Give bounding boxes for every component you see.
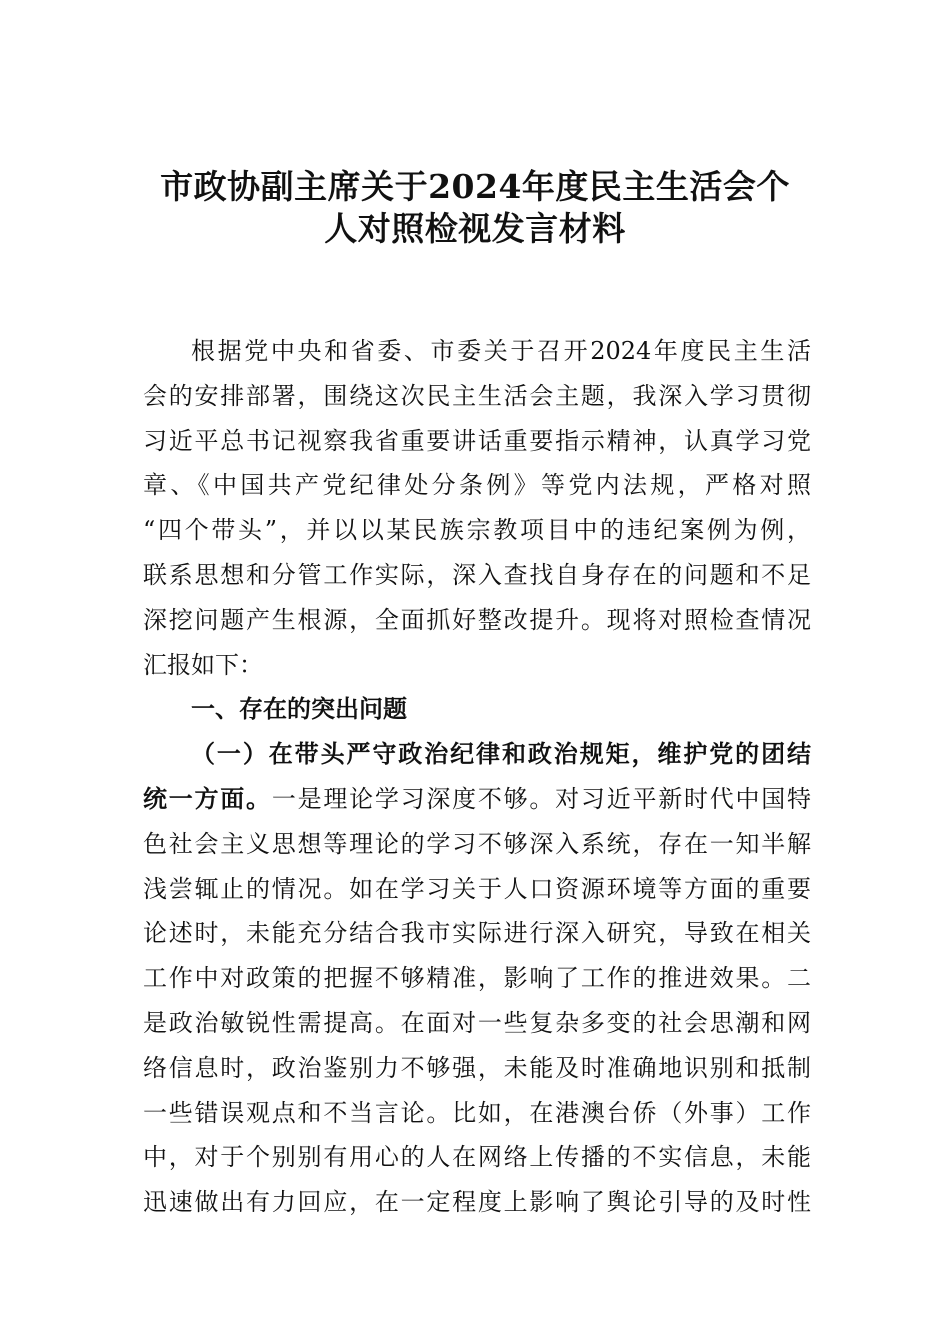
intro-line: 会的安排部署，围绕这次民主生活会主题，我深入学习贯彻 bbox=[143, 381, 811, 410]
body-line: 色社会主义思想等理论的学习不够深入系统，存在一知半解 bbox=[143, 829, 811, 858]
intro-line: 习近平总书记视察我省重要讲话重要指示精神，认真学习党 bbox=[143, 426, 811, 455]
intro-line: 根据党中央和省委、市委关于召开2024年度民主生活 bbox=[191, 337, 811, 365]
body-line: 工作中对政策的把握不够精准，影响了工作的推进效果。二 bbox=[143, 964, 811, 993]
intro-line: “四个带头”，并以以某民族宗教项目中的违纪案例为例， bbox=[143, 516, 811, 545]
body-line: 论述时，未能充分结合我市实际进行深入研究，导致在相关 bbox=[143, 919, 811, 948]
intro-line: 汇报如下： bbox=[143, 650, 263, 679]
body-line: 络信息时，政治鉴别力不够强，未能及时准确地识别和抵制 bbox=[143, 1053, 811, 1082]
document-body bbox=[143, 329, 811, 1225]
subsection-heading-tail: 统一方面。 bbox=[143, 783, 272, 813]
intro-line: 深挖问题产生根源，全面抓好整改提升。现将对照检查情况 bbox=[143, 605, 811, 634]
subsection-line bbox=[143, 777, 811, 822]
subsection-heading: （一）在带头严守政治纪律和政治规矩，维护党的团结 bbox=[191, 739, 811, 769]
body-line: 一些错误观点和不当言论。比如，在港澳台侨（外事）工作 bbox=[143, 1098, 811, 1127]
body-line: 是政治敏锐性需提高。在面对一些复杂多变的社会思潮和网 bbox=[143, 1008, 811, 1037]
body-line: 中，对于个别别有用心的人在网络上传播的不实信息，未能 bbox=[143, 1143, 811, 1172]
intro-line: 章、《中国共产党纪律处分条例》等党内法规，严格对照 bbox=[143, 471, 811, 500]
subsection-text: 一是理论学习深度不够。对习近平新时代中国特 bbox=[271, 784, 812, 813]
body-line: 浅尝辄止的情况。如在学习关于人口资源环境等方面的重要 bbox=[143, 874, 811, 903]
document-title-line-2: 人对照检视发言材料 bbox=[324, 209, 626, 248]
document-title-line-1: 市政协副主席关于2024年度民主生活会个 bbox=[160, 167, 790, 206]
section-heading: 一、存在的突出问题 bbox=[191, 695, 407, 724]
intro-line: 联系思想和分管工作实际，深入查找自身存在的问题和不足 bbox=[143, 560, 811, 589]
body-line: 迅速做出有力回应，在一定程度上影响了舆论引导的及时性 bbox=[143, 1188, 811, 1217]
